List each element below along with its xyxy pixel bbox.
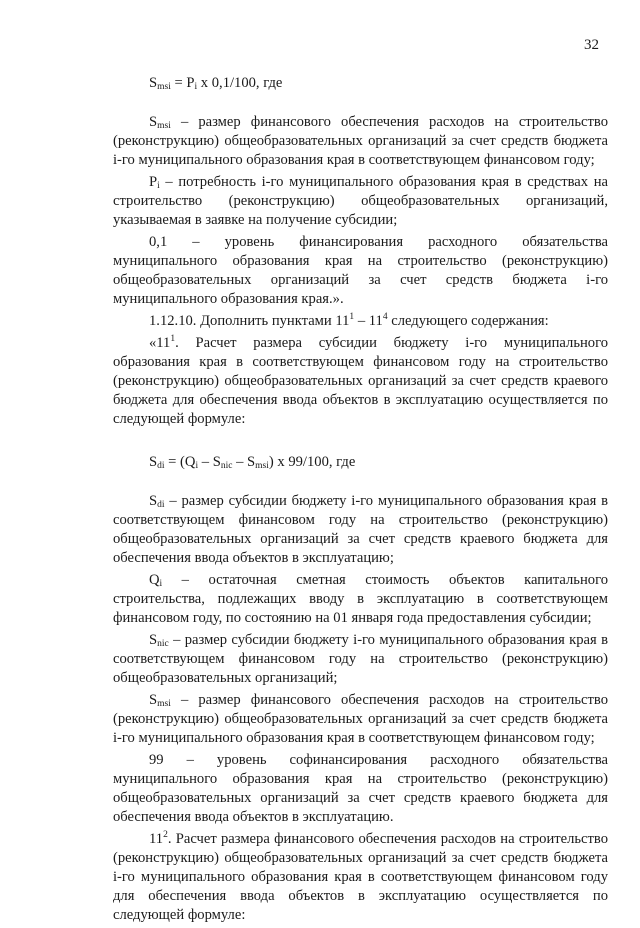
def-symbol: S	[149, 114, 158, 130]
formula-subscript: msi	[157, 82, 171, 92]
definition-smsi	[113, 113, 608, 170]
clause-superscript: 1	[349, 312, 355, 322]
definition-snic	[113, 631, 608, 688]
formula-text: – S	[198, 454, 221, 470]
definition-smsi-2	[113, 691, 608, 748]
clause-superscript: 4	[382, 312, 388, 322]
item-11-2	[113, 830, 608, 925]
definition-pi	[113, 173, 608, 230]
def-subscript: i	[159, 579, 163, 589]
clause-1-12-10	[113, 312, 608, 331]
formula-text: = (Q	[164, 454, 196, 470]
def-text: – размер финансового обеспечения расходов на строительство (реконструкцию) общеобразовательных организаций за счет средств бюджета i-го муниципального образования края в соответствующем финансовом году;	[113, 114, 608, 168]
formula-subscript: i	[195, 461, 199, 471]
item-11-1	[113, 334, 608, 429]
item-text: . Расчет размера финансового обеспечения расходов на строительство (реконструкцию) общеобразовательных организаций за счет средств бюджета i-го муниципального образования края в соответствующем финансовом году для обеспечения ввода объектов в эксплуатацию осуществляется по следующей формуле:	[113, 831, 608, 923]
def-symbol: S	[149, 692, 158, 708]
formula-text: ) x 99/100, где	[268, 454, 356, 470]
def-subscript: msi	[157, 121, 171, 131]
definition-coefficient-0-1: 0,1 – уровень финансирования расходного обязательства муниципального образования края на строительство (реконструкцию) общеобразовательных организаций за счет средств бюджета i-го муниципального образования края.».	[113, 234, 608, 307]
formula-smsi	[113, 74, 608, 93]
def-text: – потребность i-го муниципального образования края в средствах на строительство (реконструкцию) общеобразовательных организаций, указываемая в заявке на получение субсидии;	[113, 174, 608, 228]
clause-text: – 11	[354, 313, 383, 329]
def-subscript: i	[157, 181, 160, 191]
item-superscript: 1	[170, 334, 176, 344]
def-subscript: di	[157, 500, 165, 510]
formula-sdi	[113, 453, 608, 472]
document-body	[113, 66, 608, 928]
def-subscript: msi	[157, 699, 171, 709]
def-text: – размер субсидии бюджету i-го муниципального образования края в соответствующем финансовом году на строительство (реконструкцию) общеобразовательных организаций за счет средств краевого бюджета для обеспечения ввода объектов в эксплуатацию;	[113, 493, 608, 566]
formula-text: – S	[232, 454, 256, 470]
item-text: 11	[149, 831, 164, 847]
def-symbol: Q	[149, 572, 160, 588]
item-superscript: 2	[163, 830, 168, 840]
def-text: – остаточная сметная стоимость объектов капитального строительства, подлежащих вводу в эксплуатацию в соответствующем финансовом году, по состоянию на 01 января года предоставления субсидии;	[113, 572, 608, 626]
page-number: 32	[584, 37, 599, 53]
definition-sdi	[113, 492, 608, 568]
formula-symbol: S	[149, 454, 158, 470]
definition-qi	[113, 571, 608, 628]
item-text: . Расчет размера субсидии бюджету i-го муниципального образования края в соответствующем финансовом году на строительство (реконструкцию) общеобразовательных организаций за счет средств краевого бюджета для обеспечения ввода объектов в эксплуатацию осуществляется по следующей формуле:	[113, 335, 608, 427]
definition-coefficient-99: 99 – уровень софинансирования расходного обязательства муниципального образования края на строительство (реконструкцию) общеобразовательных организаций за счет средств краевого бюджета для обеспечения ввода объектов в эксплуатацию.	[113, 752, 608, 825]
formula-subscript: msi	[255, 461, 269, 471]
clause-text: 1.12.10. Дополнить пунктами 11	[149, 313, 350, 329]
def-text: – размер финансового обеспечения расходов на строительство (реконструкцию) общеобразовательных организаций за счет средств бюджета i-го муниципального образования края в соответствующем финансовом году;	[113, 692, 608, 746]
formula-text: = P	[170, 75, 195, 91]
formula-text: x 0,1/100, где	[197, 75, 283, 91]
clause-text: следующего содержания:	[387, 313, 549, 329]
formula-subscript: nic	[220, 461, 233, 471]
formula-subscript: i	[194, 82, 198, 92]
def-symbol: S	[149, 493, 158, 509]
def-symbol: P	[149, 174, 158, 190]
def-symbol: S	[149, 632, 158, 648]
item-text: «11	[149, 335, 171, 351]
def-text: – размер субсидии бюджету i-го муниципального образования края в соответствующем финансовом году на строительство (реконструкцию) общеобразовательных организаций;	[113, 632, 608, 686]
formula-symbol: S	[149, 75, 158, 91]
formula-subscript: di	[157, 461, 165, 471]
def-subscript: nic	[157, 639, 169, 649]
